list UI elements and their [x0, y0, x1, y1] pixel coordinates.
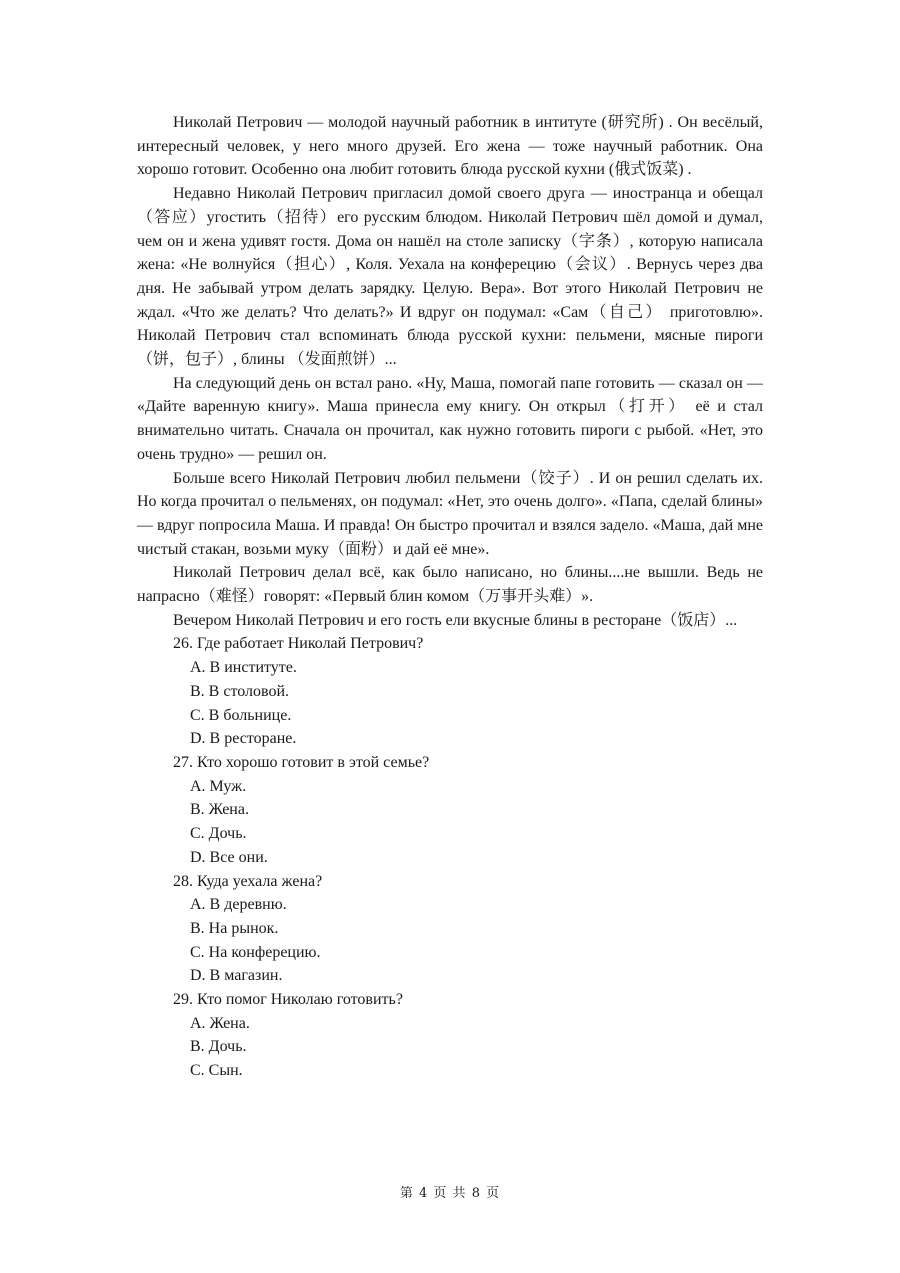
passage-paragraph: Недавно Николай Петрович пригласил домой своего друга — иностранца и обещал（答应）угостить（招待）его русским блюдом. Николай Петрович шёл домой и думал, чем он и жена удивят гостя. Дома он нашёл на столе записку（字条）, которую написала жена: «Не волнуйся（担心）, Коля. Уехала на конферецию（会议）. Вернусь через два дня. Не забывай утром делать зарядку. Целую. Вера». Вот этого Николай Петрович не ждал. «Что же делать? Что делать?» И вдруг он подумал: «Сам（自己） приготовлю». Николай Петрович стал вспоминать блюда русской кухни: пельмени, мясные пироги（饼，包子）, блины （发面煎饼）... — [137, 185, 763, 369]
option-d: D. В магазин. — [190, 967, 283, 985]
option-b: B. Дочь. — [190, 1038, 247, 1056]
question-text: 27. Кто хорошо готовит в этой семье? — [173, 753, 430, 771]
option-b: B. На рынок. — [190, 919, 279, 937]
option-b: B. Жена. — [190, 801, 249, 819]
question-26 — [137, 632, 763, 751]
question-list — [137, 632, 763, 1082]
reading-passage — [137, 111, 763, 632]
passage-paragraph: На следующий день он встал рано. «Ну, Маша, помогай папе готовить — сказал он — «Дайте варенную книгу». Маша принесла ему книгу. Он открыл（打开） её и стал внимательно читать. Сначала он прочитал, как нужно готовить пироги с рыбой. «Нет, это очень трудно» — решил он. — [137, 374, 763, 463]
question-text: 28. Куда уехала жена? — [173, 872, 323, 890]
option-a: A. В институте. — [190, 659, 297, 677]
option-d: D. В ресторане. — [190, 730, 297, 748]
option-d: D. Все они. — [190, 848, 268, 866]
passage-paragraph: Николай Петрович — молодой научный работник в интитуте (研究所) . Он весёлый, интересный человек, у него много друзей. Его жена — тоже научный работник. Она хорошо готовит. Особенно она любит готовить блюда русской кухни (俄式饭菜) . — [137, 114, 763, 179]
option-c: C. На конферецию. — [190, 943, 321, 961]
option-c: C. Дочь. — [190, 825, 247, 843]
option-c: C. В больнице. — [190, 706, 292, 724]
question-text: 26. Где работает Николай Петрович? — [173, 635, 424, 653]
question-28 — [137, 870, 763, 989]
option-a: A. Жена. — [190, 1014, 250, 1032]
document-page — [137, 111, 763, 1083]
passage-paragraph: Вечером Николай Петрович и его гость ели вкусные блины в ресторане（饭店）... — [173, 611, 738, 629]
passage-paragraph: Николай Петрович делал всё, как было написано, но блины....не вышли. Ведь не напрасно（难怪）говорят: «Первый блин комом（万事开头难）». — [137, 564, 763, 606]
passage-paragraph: Больше всего Николай Петрович любил пельмени（饺子）. И он решил сделать их. Но когда прочитал о пельменях, он подумал: «Нет, это очень долго». «Папа, сделай блины» — вдруг попросила Маша. И правда! Он быстро прочитал и взялся задело. «Маша, дай мне чистый стакан, возьми муку（面粉）и дай её мне». — [137, 469, 763, 558]
question-text: 29. Кто помог Николаю готовить? — [173, 991, 403, 1009]
page-footer: 第 4 页 共 8 页 — [399, 1186, 501, 1201]
option-a: A. В деревню. — [190, 896, 287, 914]
option-c: C. Сын. — [190, 1062, 243, 1080]
option-b: B. В столовой. — [190, 682, 290, 700]
question-29 — [137, 988, 763, 1083]
question-27 — [137, 751, 763, 870]
option-a: A. Муж. — [190, 777, 247, 795]
